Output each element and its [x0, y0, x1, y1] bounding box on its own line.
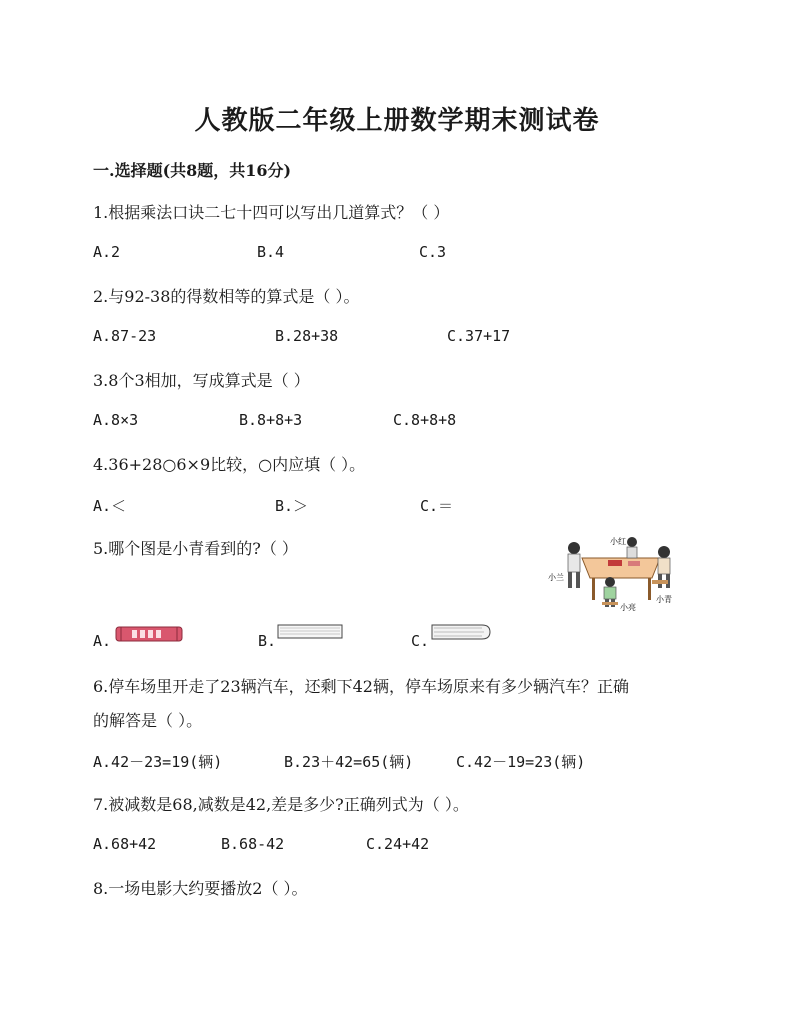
question-7: 7.被减数是68,减数是42,差是多少?正确列式为（ ）。: [93, 795, 469, 814]
book-top-view-b: [277, 623, 343, 641]
section-heading: 一.选择题(共8题，共16分): [93, 161, 292, 180]
book-edge-view-c: [430, 623, 492, 641]
question-2: 2.与92-38的得数相等的算式是（ ）。: [93, 287, 360, 306]
option-6b: B.23＋42=65(辆): [284, 753, 414, 771]
question-6-line-2: 的解答是（ ）。: [93, 711, 203, 730]
option-2a: A.87-23: [93, 327, 157, 345]
book-spine-view-a: [115, 626, 183, 642]
option-4c: C.＝: [420, 497, 454, 515]
exam-title: 人教版二年级上册数学期末测试卷: [194, 106, 600, 136]
option-5b: B.: [258, 632, 277, 650]
question-6-line-1: 6.停车场里开走了23辆汽车，还剩下42辆，停车场原来有多少辆汽车？正确: [93, 677, 629, 696]
option-4b: B.＞: [275, 497, 309, 515]
label-xiaolan: 小兰: [548, 573, 564, 582]
option-1b: B.4: [257, 243, 285, 261]
option-7a: A.68+42: [93, 835, 157, 853]
option-4a: A.＜: [93, 497, 127, 515]
option-3b: B.8+8+3: [239, 411, 303, 429]
option-1c: C.3: [419, 243, 447, 261]
option-6c: C.42－19=23(辆): [456, 753, 586, 771]
question-3: 3.8个3相加，写成算式是（ ）: [93, 371, 310, 390]
option-7b: B.68-42: [221, 835, 285, 853]
option-7c: C.24+42: [366, 835, 430, 853]
option-2b: B.28+38: [275, 327, 339, 345]
table-scene-illustration: [548, 530, 678, 615]
option-6a: A.42－23=19(辆): [93, 753, 223, 771]
label-xiaoliang: 小亮: [620, 603, 636, 612]
label-xiaohong: 小红: [610, 537, 626, 546]
question-8: 8.一场电影大约要播放2（ ）。: [93, 879, 308, 898]
question-4: 4.36+28○6×9比较，○内应填（ ）。: [93, 455, 366, 474]
label-xiaoqing: 小青: [656, 595, 672, 604]
option-5a: A.: [93, 632, 112, 650]
question-5: 5.哪个图是小青看到的?（ ）: [93, 539, 298, 558]
question-1: 1.根据乘法口诀二七十四可以写出几道算式？（ ）: [93, 203, 450, 222]
option-5c: C.: [411, 632, 430, 650]
option-3a: A.8×3: [93, 411, 139, 429]
option-3c: C.8+8+8: [393, 411, 457, 429]
option-1a: A.2: [93, 243, 121, 261]
option-2c: C.37+17: [447, 327, 511, 345]
